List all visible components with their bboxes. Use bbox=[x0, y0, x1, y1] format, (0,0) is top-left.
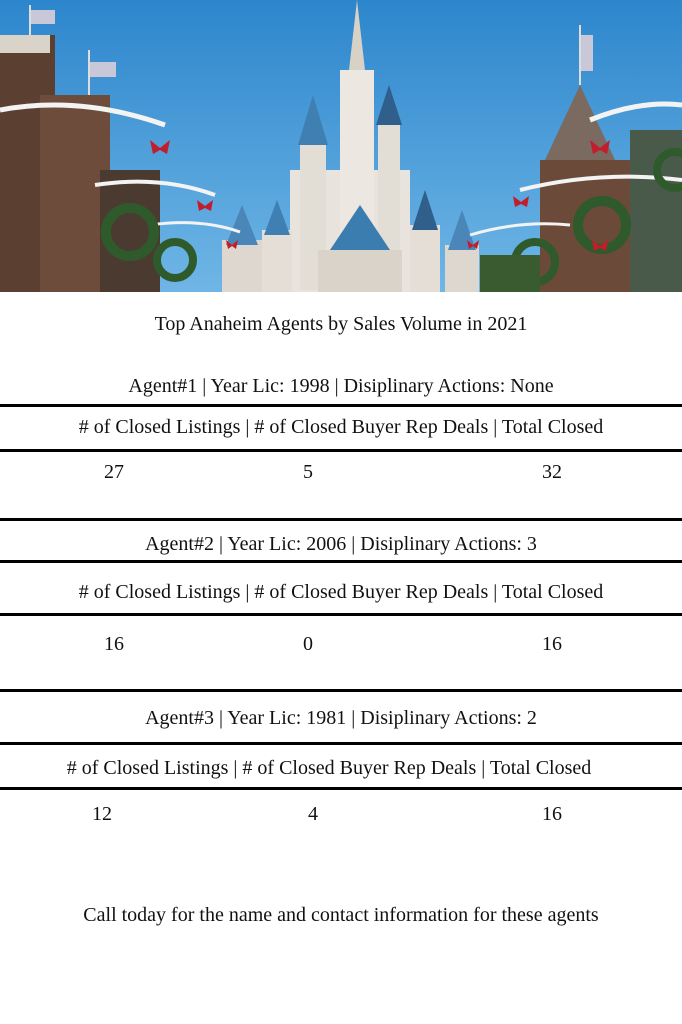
total-closed-value: 16 bbox=[542, 803, 562, 825]
divider bbox=[0, 613, 682, 616]
column-headers: # of Closed Listings | # of Closed Buyer Rep Deals | Total Closed bbox=[66, 757, 592, 779]
castle-scene bbox=[0, 0, 682, 292]
divider bbox=[0, 742, 682, 745]
agent-header: Agent#3 | Year Lic: 1981 | Disiplinary Actions: 2 bbox=[145, 707, 537, 729]
closed-listings-value: 12 bbox=[92, 803, 112, 825]
divider bbox=[0, 560, 682, 563]
buyer-rep-deals-value: 0 bbox=[303, 633, 313, 655]
hero-image bbox=[0, 0, 682, 292]
buyer-rep-deals-value: 4 bbox=[308, 803, 318, 825]
agent-header: Agent#1 | Year Lic: 1998 | Disiplinary Actions: None bbox=[128, 375, 554, 397]
divider bbox=[0, 449, 682, 452]
closed-listings-value: 27 bbox=[104, 461, 124, 483]
divider bbox=[0, 518, 682, 521]
divider bbox=[0, 787, 682, 790]
total-closed-value: 32 bbox=[542, 461, 562, 483]
column-headers: # of Closed Listings | # of Closed Buyer Rep Deals | Total Closed bbox=[78, 581, 604, 603]
footer-call-to-action: Call today for the name and contact information for these agents bbox=[83, 904, 599, 926]
buyer-rep-deals-value: 5 bbox=[303, 461, 313, 483]
column-headers: # of Closed Listings | # of Closed Buyer Rep Deals | Total Closed bbox=[78, 416, 604, 438]
divider bbox=[0, 404, 682, 407]
agent-header: Agent#2 | Year Lic: 2006 | Disiplinary Actions: 3 bbox=[145, 533, 537, 555]
total-closed-value: 16 bbox=[542, 633, 562, 655]
page-title: Top Anaheim Agents by Sales Volume in 2021 bbox=[154, 313, 528, 335]
divider bbox=[0, 689, 682, 692]
closed-listings-value: 16 bbox=[104, 633, 124, 655]
